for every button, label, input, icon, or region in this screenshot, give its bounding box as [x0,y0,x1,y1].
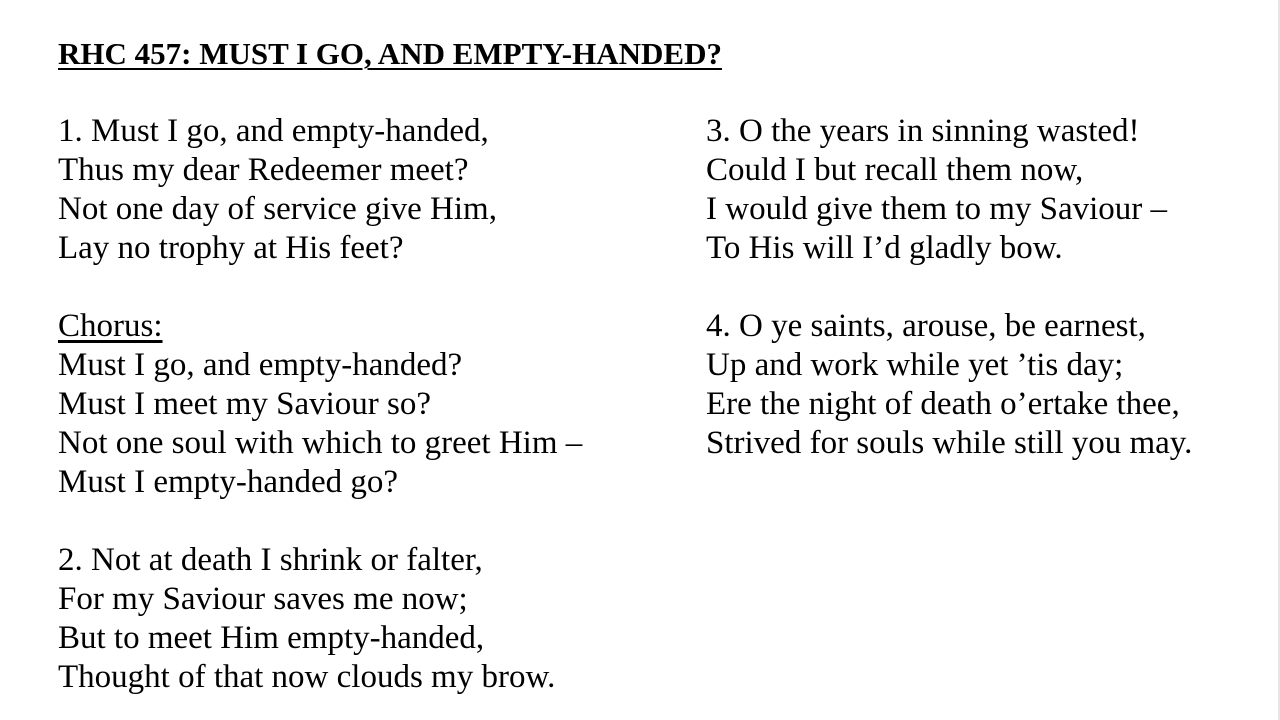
chorus-line-1: Must I go, and empty-handed? [58,347,463,383]
verse-4-line-2: Up and work while yet ’tis day; [706,347,1124,383]
verse-4-line-1: 4. O ye saints, arouse, be earnest, [706,308,1146,344]
chorus-line-4: Must I empty-handed go? [58,464,399,500]
verse-2-line-1: 2. Not at death I shrink or falter, [58,542,483,578]
verse-1-line-1: 1. Must I go, and empty-handed, [58,113,489,149]
verse-1 [58,112,497,268]
verse-2 [58,541,555,697]
verse-3-line-3: I would give them to my Saviour – [706,191,1168,227]
verse-4-line-3: Ere the night of death o’ertake thee, [706,386,1180,422]
chorus-label: Chorus: [58,308,163,344]
verse-2-line-3: But to meet Him empty-handed, [58,620,485,656]
verse-1-line-4: Lay no trophy at His feet? [58,230,404,266]
hymn-title: RHC 457: MUST I GO, AND EMPTY-HANDED? [58,36,722,71]
verse-3-line-4: To His will I’d gladly bow. [706,230,1063,266]
verse-1-line-3: Not one day of service give Him, [58,191,497,227]
verse-3-line-2: Could I but recall them now, [706,152,1084,188]
chorus [58,307,582,502]
verse-2-line-4: Thought of that now clouds my brow. [58,659,556,695]
verse-4-line-4: Strived for souls while still you may. [706,425,1193,461]
chorus-line-3: Not one soul with which to greet Him – [58,425,583,461]
verse-4 [706,307,1192,463]
verse-2-line-2: For my Saviour saves me now; [58,581,468,617]
verse-3 [706,112,1167,268]
verse-1-line-2: Thus my dear Redeemer meet? [58,152,469,188]
chorus-line-2: Must I meet my Saviour so? [58,386,432,422]
verse-3-line-1: 3. O the years in sinning wasted! [706,113,1140,149]
